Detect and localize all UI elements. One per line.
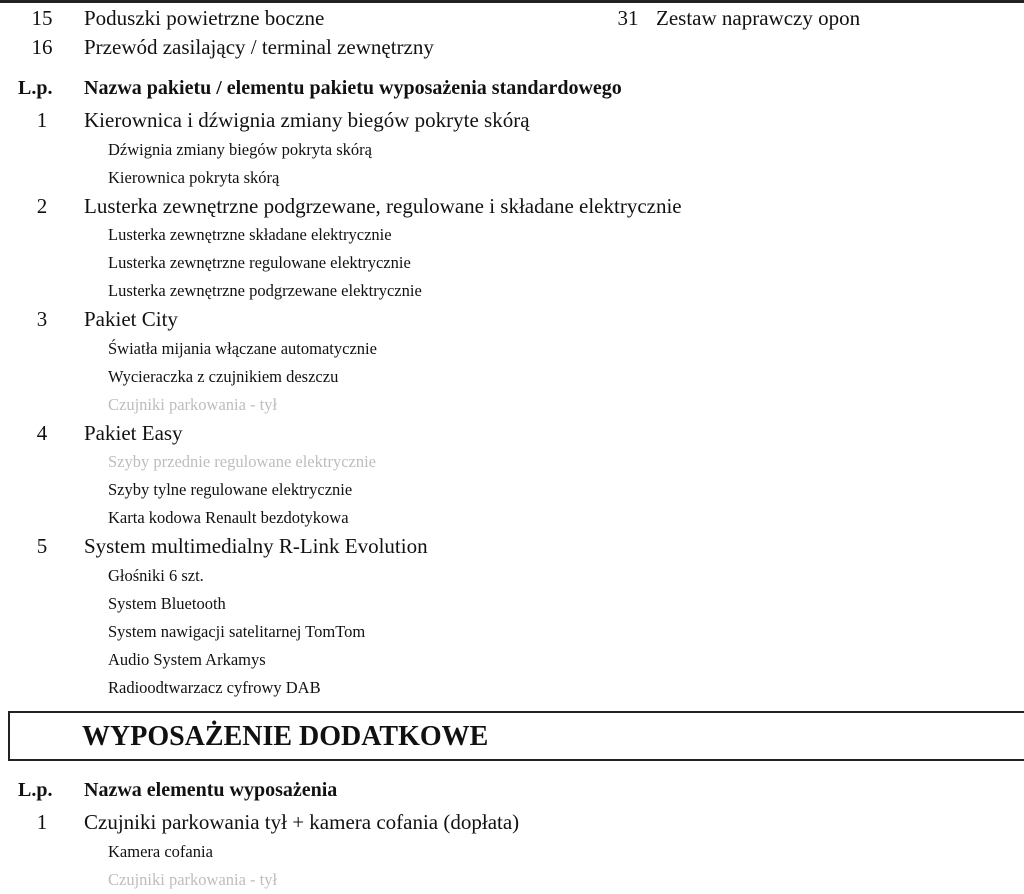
subitem-label: Wycieraczka z czujnikiem deszczu <box>108 366 339 386</box>
subitem-label: Szyby przednie regulowane elektrycznie <box>108 452 377 471</box>
subitem-label: System Bluetooth <box>108 593 226 613</box>
section-title: WYPOSAŻENIE DODATKOWE <box>82 721 489 752</box>
item-label: Poduszki powietrzne boczne <box>84 6 325 30</box>
package-label: Lusterka zewnętrzne podgrzewane, regulowane i składane elektrycznie <box>84 193 682 218</box>
package-number: 2 <box>36 193 48 218</box>
item-number: 31 <box>617 6 639 30</box>
package-number: 3 <box>36 307 48 331</box>
subitem-label: Radioodtwarzacz cyfrowy DAB <box>108 677 321 697</box>
package-label: Pakiet Easy <box>84 420 183 445</box>
subitem-label: Światła mijania włączane automatycznie <box>108 338 377 358</box>
header-lp: L.p. <box>18 77 53 99</box>
package-number: 5 <box>36 534 48 558</box>
subitem-label: Karta kodowa Renault bezdotykowa <box>108 508 349 527</box>
package-label: Kierownica i dźwignia zmiany biegów pokryte skórą <box>84 108 530 132</box>
package-number: 1 <box>36 108 48 132</box>
package-label: System multimedialny R-Link Evolution <box>84 534 428 558</box>
subitem-label: Lusterka zewnętrzne podgrzewane elektrycznie <box>108 281 422 300</box>
subitem-label: Kamera cofania <box>108 841 213 861</box>
header-name: Nazwa pakietu / elementu pakietu wyposażenia standardowego <box>84 77 622 99</box>
item-number: 16 <box>31 35 53 59</box>
item-label: Przewód zasilający / terminal zewnętrzny <box>84 35 434 59</box>
subitem-label: Audio System Arkamys <box>108 649 266 669</box>
subitem-label: Głośniki 6 szt. <box>108 565 204 585</box>
subitem-label: Lusterka zewnętrzne składane elektrycznie <box>108 225 392 244</box>
item-label: Zestaw naprawczy opon <box>656 6 861 30</box>
subitem-label: System nawigacji satelitarnej TomTom <box>108 621 366 641</box>
item-number: 15 <box>31 6 53 30</box>
subitem-label: Szyby tylne regulowane elektrycznie <box>108 480 353 499</box>
subitem-label: Dźwignia zmiany biegów pokryta skórą <box>108 139 372 159</box>
package-number: 4 <box>36 420 48 445</box>
header-name: Nazwa elementu wyposażenia <box>84 779 338 801</box>
package-label: Pakiet City <box>84 307 178 331</box>
package-number: 1 <box>36 810 48 834</box>
subitem-label: Lusterka zewnętrzne regulowane elektrycznie <box>108 253 411 272</box>
subitem-label: Kierownica pokryta skórą <box>108 167 280 187</box>
header-lp: L.p. <box>18 779 53 801</box>
subitem-label: Czujniki parkowania - tył <box>108 394 278 414</box>
package-label: Czujniki parkowania tył + kamera cofania (dopłata) <box>84 810 520 834</box>
top-rule <box>0 0 1024 3</box>
section-title-box <box>8 711 1024 761</box>
subitem-label: Czujniki parkowania - tył <box>108 869 278 889</box>
